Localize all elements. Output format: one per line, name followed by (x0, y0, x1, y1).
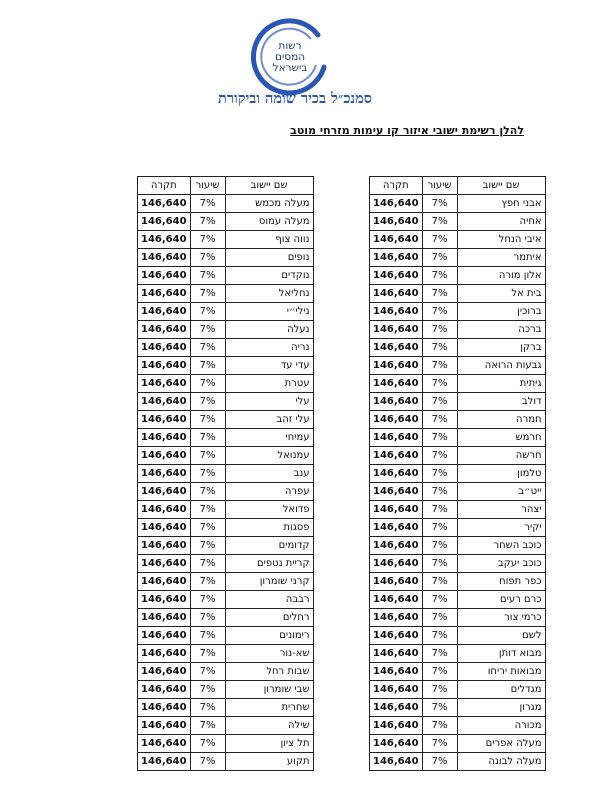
table-row (138, 537, 314, 555)
rate-cell: 7% (190, 573, 225, 591)
table-row (370, 375, 546, 393)
rate-cell: 7% (422, 249, 457, 267)
table-row (138, 699, 314, 717)
rate-cell: 7% (422, 483, 457, 501)
table-row (138, 519, 314, 537)
rate-cell: 7% (422, 735, 457, 753)
rate-cell: 7% (422, 267, 457, 285)
rate-cell: 7% (190, 519, 225, 537)
settlement-name-cell: רבבה (225, 591, 313, 609)
cap-cell: 146,640 (370, 393, 423, 411)
table-row (370, 519, 546, 537)
settlement-name-cell: ענב (225, 465, 313, 483)
settlement-name-cell: גבעות הרואה (457, 357, 545, 375)
table-row (370, 537, 546, 555)
cap-cell: 146,640 (370, 735, 423, 753)
table-row (138, 645, 314, 663)
cap-cell: 146,640 (138, 393, 191, 411)
settlement-name-cell: כרמי צור (457, 609, 545, 627)
table-row (370, 267, 546, 285)
settlement-name-cell: חמרה (457, 411, 545, 429)
office-name: סמנכ״ל בכיר שומה וביקורת (218, 90, 372, 107)
settlement-name-cell: עפרה (225, 483, 313, 501)
rate-cell: 7% (422, 393, 457, 411)
rate-cell: 7% (190, 645, 225, 663)
cap-cell: 146,640 (370, 321, 423, 339)
rate-cell: 7% (422, 699, 457, 717)
column-header-name: שם יישוב (225, 177, 313, 195)
rate-cell: 7% (422, 663, 457, 681)
settlement-name-cell: מבואות יריחו (457, 663, 545, 681)
rate-cell: 7% (190, 231, 225, 249)
cap-cell: 146,640 (138, 573, 191, 591)
cap-cell: 146,640 (138, 429, 191, 447)
table-row (370, 717, 546, 735)
table-row (138, 465, 314, 483)
table-row (370, 591, 546, 609)
cap-cell: 146,640 (138, 231, 191, 249)
cap-cell: 146,640 (370, 717, 423, 735)
rate-cell: 7% (190, 321, 225, 339)
settlement-name-cell: שא-נור (225, 645, 313, 663)
rate-cell: 7% (190, 555, 225, 573)
settlement-name-cell: נריה (225, 339, 313, 357)
table-row (370, 627, 546, 645)
settlement-name-cell: פדואל (225, 501, 313, 519)
rate-cell: 7% (190, 591, 225, 609)
rate-cell: 7% (190, 483, 225, 501)
column-header-rate: שיעור (422, 177, 457, 195)
settlement-name-cell: נעלה (225, 321, 313, 339)
settlement-name-cell: תל ציון (225, 735, 313, 753)
table-row (370, 663, 546, 681)
cap-cell: 146,640 (138, 555, 191, 573)
table-row (370, 411, 546, 429)
cap-cell: 146,640 (138, 519, 191, 537)
rate-cell: 7% (190, 267, 225, 285)
cap-cell: 146,640 (370, 699, 423, 717)
settlement-name-cell: מגדלים (457, 681, 545, 699)
table-row (370, 483, 546, 501)
rate-cell: 7% (422, 231, 457, 249)
logo-wordmark (248, 41, 332, 74)
cap-cell: 146,640 (370, 375, 423, 393)
rate-cell: 7% (422, 357, 457, 375)
table-row (138, 501, 314, 519)
settlement-name-cell: יצהר (457, 501, 545, 519)
rate-cell: 7% (190, 447, 225, 465)
table-row (370, 735, 546, 753)
rate-cell: 7% (422, 753, 457, 771)
table-row (138, 285, 314, 303)
table-row (138, 591, 314, 609)
table-row (138, 609, 314, 627)
cap-cell: 146,640 (138, 249, 191, 267)
table-row (138, 195, 314, 213)
rate-cell: 7% (190, 411, 225, 429)
rate-cell: 7% (422, 285, 457, 303)
settlement-name-cell: עטרת (225, 375, 313, 393)
settlement-name-cell: ברכה (457, 321, 545, 339)
settlement-name-cell: ייט״ב (457, 483, 545, 501)
cap-cell: 146,640 (370, 555, 423, 573)
table-row (138, 753, 314, 771)
rate-cell: 7% (422, 609, 457, 627)
settlement-name-cell: עלי (225, 393, 313, 411)
settlement-name-cell: טלמון (457, 465, 545, 483)
settlement-name-cell: שבות רחל (225, 663, 313, 681)
settlement-name-cell: לשם (457, 627, 545, 645)
table-row (138, 231, 314, 249)
rate-cell: 7% (190, 501, 225, 519)
logo-line-3: בישראל (272, 62, 308, 74)
settlement-name-cell: קריית נטפים (225, 555, 313, 573)
rate-cell: 7% (190, 465, 225, 483)
rate-cell: 7% (190, 699, 225, 717)
cap-cell: 146,640 (370, 591, 423, 609)
cap-cell: 146,640 (138, 663, 191, 681)
rate-cell: 7% (190, 429, 225, 447)
settlement-name-cell: קדומים (225, 537, 313, 555)
cap-cell: 146,640 (138, 465, 191, 483)
settlement-name-cell: ברקן (457, 339, 545, 357)
rate-cell: 7% (422, 303, 457, 321)
cap-cell: 146,640 (370, 501, 423, 519)
settlement-name-cell: כוכב השחר (457, 537, 545, 555)
settlement-name-cell: חרשה (457, 447, 545, 465)
logo-line-2: המסים (274, 51, 306, 63)
document-title: להלן רשימת ישובי איזור קו עימות מזרחי מוטב (290, 124, 524, 137)
cap-cell: 146,640 (138, 591, 191, 609)
rate-cell: 7% (422, 627, 457, 645)
table-row (138, 663, 314, 681)
table-row (138, 411, 314, 429)
logo-line-1: רשות (278, 40, 302, 52)
rate-cell: 7% (422, 375, 457, 393)
table-row (370, 357, 546, 375)
table-row (138, 303, 314, 321)
cap-cell: 146,640 (138, 645, 191, 663)
settlement-name-cell: יקיר (457, 519, 545, 537)
settlement-name-cell: נווה צוף (225, 231, 313, 249)
settlement-name-cell: נחליאל (225, 285, 313, 303)
settlement-name-cell: איבי הנחל (457, 231, 545, 249)
cap-cell: 146,640 (138, 717, 191, 735)
rate-cell: 7% (422, 681, 457, 699)
table-row (370, 249, 546, 267)
rate-cell: 7% (190, 285, 225, 303)
table-header-row (370, 177, 546, 195)
table-row (370, 573, 546, 591)
settlement-name-cell: נוקדים (225, 267, 313, 285)
rate-cell: 7% (422, 465, 457, 483)
cap-cell: 146,640 (370, 447, 423, 465)
cap-cell: 146,640 (370, 285, 423, 303)
cap-cell: 146,640 (370, 573, 423, 591)
rate-cell: 7% (190, 303, 225, 321)
rate-cell: 7% (190, 393, 225, 411)
settlement-name-cell: מעלה אפרים (457, 735, 545, 753)
cap-cell: 146,640 (138, 357, 191, 375)
settlement-name-cell: עמיחי (225, 429, 313, 447)
rate-cell: 7% (422, 195, 457, 213)
cap-cell: 146,640 (370, 213, 423, 231)
rate-cell: 7% (190, 735, 225, 753)
table-row (138, 483, 314, 501)
cap-cell: 146,640 (370, 249, 423, 267)
table-row (370, 429, 546, 447)
table-row (138, 429, 314, 447)
rate-cell: 7% (190, 213, 225, 231)
settlement-name-cell: מעלה עמוס (225, 213, 313, 231)
table-row (370, 285, 546, 303)
table-row (138, 375, 314, 393)
settlement-name-cell: תקוע (225, 753, 313, 771)
table-row (370, 465, 546, 483)
cap-cell: 146,640 (138, 285, 191, 303)
settlement-name-cell: מכורה (457, 717, 545, 735)
settlement-name-cell: רחלים (225, 609, 313, 627)
table-body-left (138, 195, 314, 771)
table-row (370, 681, 546, 699)
cap-cell: 146,640 (370, 429, 423, 447)
rate-cell: 7% (422, 447, 457, 465)
rate-cell: 7% (422, 555, 457, 573)
table-row (138, 681, 314, 699)
settlement-name-cell: כפר תפוח (457, 573, 545, 591)
table-header-row (138, 177, 314, 195)
settlement-name-cell: עלי זהב (225, 411, 313, 429)
cap-cell: 146,640 (138, 267, 191, 285)
cap-cell: 146,640 (138, 483, 191, 501)
settlement-name-cell: אחיה (457, 213, 545, 231)
settlement-name-cell: בית אל (457, 285, 545, 303)
rate-cell: 7% (422, 537, 457, 555)
column-header-rate: שיעור (190, 177, 225, 195)
rate-cell: 7% (190, 681, 225, 699)
table-row (138, 321, 314, 339)
settlement-name-cell: גיתית (457, 375, 545, 393)
table-row (370, 501, 546, 519)
tax-authority-logo (248, 17, 332, 101)
settlement-name-cell: נילי״י (225, 303, 313, 321)
settlements-table-left (137, 176, 314, 771)
settlement-name-cell: איתמר (457, 249, 545, 267)
rate-cell: 7% (422, 573, 457, 591)
settlement-name-cell: מגרון (457, 699, 545, 717)
cap-cell: 146,640 (138, 627, 191, 645)
table-row (138, 735, 314, 753)
settlement-name-cell: נופים (225, 249, 313, 267)
cap-cell: 146,640 (138, 321, 191, 339)
rate-cell: 7% (422, 429, 457, 447)
settlement-name-cell: ברוכין (457, 303, 545, 321)
rate-cell: 7% (190, 753, 225, 771)
rate-cell: 7% (190, 537, 225, 555)
cap-cell: 146,640 (138, 213, 191, 231)
rate-cell: 7% (422, 717, 457, 735)
rate-cell: 7% (422, 645, 457, 663)
table-row (138, 627, 314, 645)
rate-cell: 7% (422, 411, 457, 429)
column-header-cap: תקרה (138, 177, 191, 195)
cap-cell: 146,640 (370, 681, 423, 699)
table-body-right (370, 195, 546, 771)
table-row (370, 213, 546, 231)
cap-cell: 146,640 (370, 231, 423, 249)
table-row (370, 447, 546, 465)
settlement-name-cell: אבני חפץ (457, 195, 545, 213)
column-header-cap: תקרה (370, 177, 423, 195)
cap-cell: 146,640 (370, 663, 423, 681)
settlement-name-cell: שחרית (225, 699, 313, 717)
settlement-name-cell: שילה (225, 717, 313, 735)
table-row (138, 339, 314, 357)
settlement-name-cell: כרם רעים (457, 591, 545, 609)
table-row (138, 447, 314, 465)
cap-cell: 146,640 (370, 537, 423, 555)
cap-cell: 146,640 (138, 303, 191, 321)
table-row (138, 573, 314, 591)
cap-cell: 146,640 (370, 357, 423, 375)
table-row (370, 231, 546, 249)
rate-cell: 7% (422, 591, 457, 609)
table-row (370, 609, 546, 627)
settlements-table-right (369, 176, 546, 771)
cap-cell: 146,640 (138, 609, 191, 627)
table-row (138, 267, 314, 285)
rate-cell: 7% (422, 519, 457, 537)
cap-cell: 146,640 (138, 195, 191, 213)
rate-cell: 7% (190, 357, 225, 375)
cap-cell: 146,640 (370, 609, 423, 627)
cap-cell: 146,640 (370, 753, 423, 771)
cap-cell: 146,640 (138, 501, 191, 519)
settlement-name-cell: דולב (457, 393, 545, 411)
cap-cell: 146,640 (138, 375, 191, 393)
settlement-name-cell: כוכב יעקב (457, 555, 545, 573)
cap-cell: 146,640 (370, 267, 423, 285)
column-header-name: שם יישוב (457, 177, 545, 195)
rate-cell: 7% (190, 249, 225, 267)
cap-cell: 146,640 (138, 681, 191, 699)
table-row (138, 393, 314, 411)
cap-cell: 146,640 (138, 735, 191, 753)
cap-cell: 146,640 (138, 537, 191, 555)
table-row (370, 393, 546, 411)
settlement-name-cell: חרמש (457, 429, 545, 447)
table-row (370, 555, 546, 573)
cap-cell: 146,640 (370, 465, 423, 483)
table-row (370, 303, 546, 321)
rate-cell: 7% (190, 339, 225, 357)
cap-cell: 146,640 (138, 339, 191, 357)
table-row (370, 753, 546, 771)
rate-cell: 7% (422, 501, 457, 519)
rate-cell: 7% (190, 663, 225, 681)
rate-cell: 7% (190, 627, 225, 645)
cap-cell: 146,640 (138, 699, 191, 717)
rate-cell: 7% (422, 213, 457, 231)
rate-cell: 7% (190, 609, 225, 627)
cap-cell: 146,640 (370, 627, 423, 645)
table-row (138, 249, 314, 267)
cap-cell: 146,640 (370, 645, 423, 663)
cap-cell: 146,640 (138, 447, 191, 465)
settlement-name-cell: מבוא דותן (457, 645, 545, 663)
settlement-name-cell: קרני שומרון (225, 573, 313, 591)
table-row (370, 339, 546, 357)
table-row (370, 321, 546, 339)
rate-cell: 7% (422, 339, 457, 357)
rate-cell: 7% (190, 195, 225, 213)
rate-cell: 7% (422, 321, 457, 339)
table-row (138, 555, 314, 573)
settlement-name-cell: עמנואל (225, 447, 313, 465)
table-row (370, 645, 546, 663)
settlement-name-cell: מעלה לבונה (457, 753, 545, 771)
table-row (370, 195, 546, 213)
settlement-name-cell: פסגות (225, 519, 313, 537)
cap-cell: 146,640 (138, 753, 191, 771)
cap-cell: 146,640 (370, 519, 423, 537)
table-row (138, 357, 314, 375)
rate-cell: 7% (190, 717, 225, 735)
settlement-name-cell: רימונים (225, 627, 313, 645)
settlement-name-cell: עדי עד (225, 357, 313, 375)
cap-cell: 146,640 (370, 411, 423, 429)
table-row (138, 717, 314, 735)
cap-cell: 146,640 (370, 339, 423, 357)
cap-cell: 146,640 (370, 303, 423, 321)
settlement-name-cell: אלון מורה (457, 267, 545, 285)
settlement-name-cell: שבי שומרון (225, 681, 313, 699)
rate-cell: 7% (190, 375, 225, 393)
cap-cell: 146,640 (138, 411, 191, 429)
cap-cell: 146,640 (370, 483, 423, 501)
settlement-name-cell: מעלה מכמש (225, 195, 313, 213)
table-row (370, 699, 546, 717)
table-row (138, 213, 314, 231)
cap-cell: 146,640 (370, 195, 423, 213)
